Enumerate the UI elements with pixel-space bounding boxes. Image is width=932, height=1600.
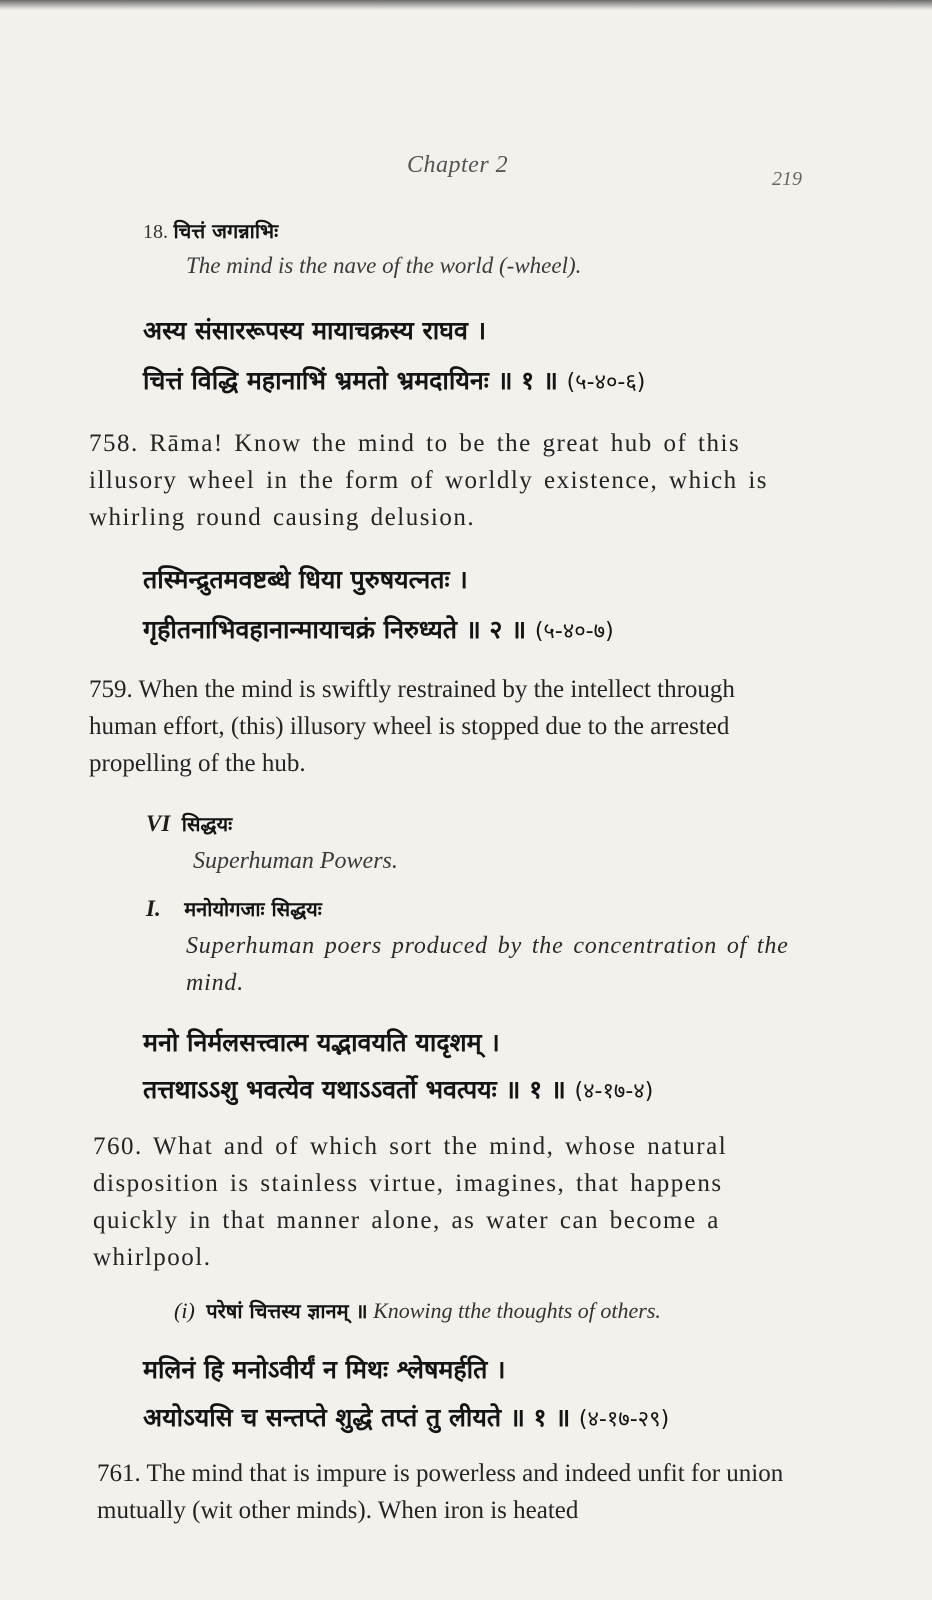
- section-vi-english: Superhuman Powers.: [193, 848, 398, 874]
- chapter-title: Chapter 2: [407, 152, 509, 178]
- section-18-heading: [143, 217, 278, 244]
- verse-text: गृहीतनाभिवहानान्मायाचक्रं निरुध्यते ॥ २ ॥: [143, 615, 527, 644]
- section-i-heading: [146, 895, 322, 922]
- translation-text: 761. The mind that is impure is powerless and indeed unfit for union mutually (wit other minds). When iron is heated: [97, 1460, 784, 1524]
- translation-759: [89, 671, 794, 782]
- subsection-i-heading: [174, 1297, 661, 1324]
- section-sanskrit-title: सिद्धयः: [181, 812, 233, 836]
- translation-761: [97, 1455, 797, 1529]
- verse-reference: (५-४०-७): [534, 619, 614, 644]
- section-number: I.: [146, 896, 161, 921]
- verse-758-line-2: [143, 363, 645, 397]
- verse-760-line-2: [143, 1072, 653, 1106]
- verse-text: चित्तं विद्धि महानाभिं भ्रमतो भ्रमदायिनः ॥ १ ॥: [143, 366, 558, 395]
- verse-reference: (४-१७-२९): [578, 1407, 670, 1432]
- section-number: VI: [146, 811, 171, 836]
- subsection-label: (i): [174, 1298, 195, 1323]
- verse-reference: (४-१७-४): [574, 1079, 654, 1104]
- verse-759-line-1: तस्मिन्द्रुतमवष्टब्धे धिया पुरुषयत्नतः ।: [143, 565, 468, 594]
- translation-758: [89, 425, 794, 536]
- section-sanskrit-title: मनोयोगजाः सिद्धयः: [184, 897, 322, 921]
- verse-text: अयोऽयसि च सन्तप्ते शुद्धे तप्तं तु लीयते ॥ १ ॥: [143, 1403, 571, 1432]
- verse-761-line-2: [143, 1400, 669, 1434]
- running-header: [0, 152, 932, 192]
- verse-759-line-2: [143, 612, 614, 646]
- translation-760: [93, 1128, 798, 1276]
- page-number: 219: [772, 168, 802, 190]
- translation-text: 760. What and of which sort the mind, whose natural disposition is stainless virtue, imagines, that happens quickly in that manner alone, as water can become a whirlpool.: [93, 1133, 728, 1271]
- verse-reference: (५-४०-६): [566, 370, 646, 395]
- section-vi-heading: [146, 810, 232, 837]
- section-number: 18.: [143, 221, 168, 243]
- subsection-english: Knowing tthe thoughts of others.: [373, 1298, 661, 1323]
- translation-text: 759. When the mind is swiftly restrained by the intellect through human effort, (this) illusory wheel is stopped due to the arrested propelling of the hub.: [89, 676, 735, 777]
- verse-761-line-1: मलिनं हि मनोऽवीर्यं न मिथः श्लेषमर्हति ।: [143, 1355, 506, 1384]
- section-sanskrit-title: चित्तं जगन्नाभिः: [173, 219, 279, 243]
- translation-text: 758. Rāma! Know the mind to be the great hub of this illusory wheel in the form of worldly existence, which is whirling round causing delusion.: [89, 430, 769, 531]
- verse-760-line-1: मनो निर्मलसत्त्वात्म यद्भावयति यादृशम् ।: [143, 1028, 500, 1057]
- section-i-english: Superhuman poers produced by the concentration of the mind.: [186, 933, 789, 996]
- verse-758-line-1: अस्य संसाररूपस्य मायाचक्रस्य राघव ।: [143, 316, 487, 345]
- subsection-sanskrit-title: परेषां चित्तस्य ज्ञानम् ॥: [206, 1299, 368, 1323]
- verse-text: तत्तथाऽऽशु भवत्येव यथाऽऽवर्तो भवत्पयः ॥ १ ॥: [143, 1075, 566, 1104]
- section-18-english: The mind is the nave of the world (-wheel).: [186, 253, 582, 278]
